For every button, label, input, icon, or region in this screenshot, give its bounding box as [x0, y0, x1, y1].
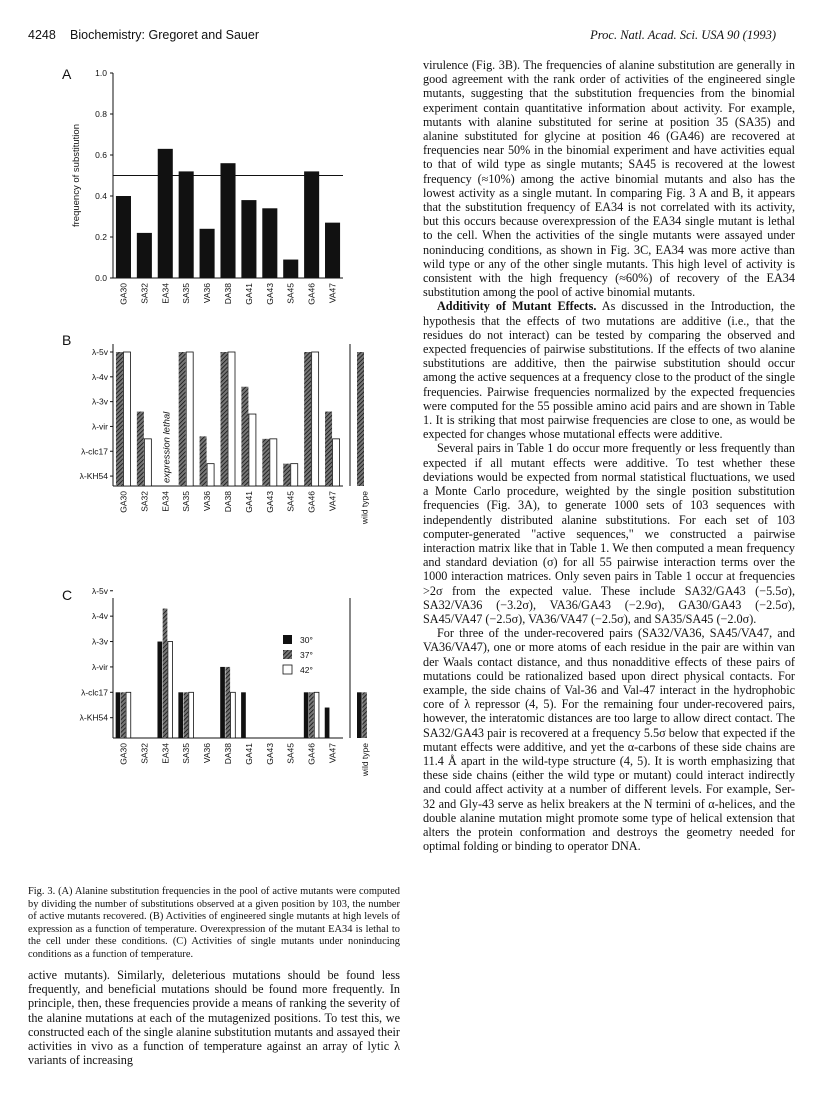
bar: [241, 200, 256, 278]
paragraph-3: Several pairs in Table 1 do occur more frequently or less frequently than expected if all mutant effects were additive. To test whether these deviations would be expected from normal statistical fluctuations, we used a Monte Carlo procedure, weighted by the single position substitution frequencies (Fig. 3A), to generate 1000 sets of 103 sequences with independently distributed alanine substitutions. For each set of 103 computer-generated "active sequences," we constructed a pairwise interaction matrix like that in Table 1. We then computed a mean frequency and standard deviation (σ) for all 55 pairwise interaction terms over the 1000 interaction matrices. Only seven pairs in Table 1 occur at frequencies >2σ from the expected value. These include SA32/GA43 (−5.5σ), SA32/VA36 (−3.2σ), VA36/GA43 (−2.9σ), GA30/GA43 (−2.5σ), SA45/VA47 (−2.5σ), VA36/VA47 (−2.5σ), and SA35/SA45 (−2.0σ).: [423, 441, 795, 626]
bar-30°: [241, 387, 248, 486]
bar-30°: [241, 692, 246, 738]
x-tick-label: DA38: [223, 283, 233, 305]
bar-30°: [116, 352, 123, 486]
y-axis-label: frequency of substitution: [71, 124, 82, 227]
bar-37°: [225, 667, 230, 738]
x-tick-label: VA36: [202, 491, 213, 512]
paragraph-1: virulence (Fig. 3B). The frequencies of alanine substitution are generally in good agreement with the rank order of activities of the engineered single mutants, suggesting that the substitution frequencies from the binomial experiment contain quantitative information about activity. For example, mutants with alanine substituted for serine at position 35 (SA35) and alanine substituted for glycine at position 46 (GA46) are recovered at frequencies near 50% in the binomial experiment and have activities equal to that of wild type as single mutants; SA45 is recovered at the lowest frequency (≈10%) among the active binomial mutants and also has the lowest activity as a single mutant. In comparing Fig. 3 A and B, it appears that the substitution frequency of EA34 is not correlated with its activity, but this occurs because overexpression of the EA34 single mutant is lethal to the cell. When the activities of the single mutants were assayed under noninducing conditions, as shown in Fig. 3C, EA34 was more active than wild type or any of the other single mutants. This high level of activity is consistent with the high frequency (≈60%) of recovery of the EA34 substitution among the pool of active binomial mutants.: [423, 58, 795, 300]
bar-42°: [312, 352, 319, 486]
bar: [220, 163, 235, 278]
panel-a-chart: [62, 66, 343, 305]
paragraph-4: For three of the under-recovered pairs (SA32/VA36, SA45/VA47, and VA36/VA47), one or more atoms of each residue in the pair are within van der Waals contact distance, and thus nonadditive effects of these pairs of mutations could be rationalized based upon direct physical contacts. For example, the side chains of Val-36 and Val-47 interact in the hydrophobic core of λ repressor (4, 5). For the remaining four under-recovered pairs, however, the interatomic distances are too large to allow direct contact. The SA32/GA43 pair is recovered at a frequency 5.5σ below that expected if the mutant effects were additive, and yet the α-carbons of these side chains are 11.4 Å apart in the wild-type structure (4, 5). It is worth emphasizing that these side chains (either the wild type or mutant) could interact indirectly and could affect activity at a number of different levels. For example, Ser-32 and Gly-43 serve as helix breakers at the N termini of α-helices, and the double alanine mutation might promote some type of helical extension that alters the protein conformation and destroys the geometry needed for optimal folding or binding to operator DNA.: [423, 626, 795, 854]
bar-37°: [184, 692, 189, 738]
bar-30°: [200, 436, 207, 486]
legend-label: 30°: [300, 635, 313, 645]
x-tick-label: SA45: [285, 491, 296, 512]
panel-b-chart: [62, 332, 370, 525]
left-column-text: [28, 968, 400, 1067]
paragraph-2: As discussed in the Introduction, the hypothesis that the effects of two mutations are additive (i.e., that the residues do not interact) can be tested by comparing the observed and expected frequencies of pairwise substitutions. If the effects of two alanine substitutions are additive, then the pairwise substitution should occur among the active sequences at a frequency close to the product of the single frequencies. Pairwise frequencies normalized by the expected frequencies were computed for the 55 possible amino acid pairs and are shown in Table 1. It is striking that most pairwise frequencies are close to one, as would be expected for changes whose mutational effects were additive.: [423, 299, 795, 442]
y-level-label: λ-KH54: [79, 712, 108, 723]
bar-30°: [179, 352, 186, 486]
bar-30°: [220, 667, 225, 738]
panel-label-c: C: [62, 587, 73, 603]
wild-type-label: wild type: [359, 743, 370, 777]
wild-type-label: wild type: [359, 491, 370, 525]
expression-lethal-label: expression lethal: [161, 411, 173, 483]
bar-30°: [304, 352, 311, 486]
bar-37°: [163, 609, 168, 738]
bar-42°: [123, 352, 130, 486]
bar-42°: [270, 439, 277, 486]
x-tick-label: GA41: [243, 491, 254, 513]
x-tick-label: GA30: [118, 491, 129, 513]
x-tick-label: EA34: [160, 491, 171, 512]
bar-42°: [231, 692, 236, 738]
legend-swatch: [283, 665, 292, 674]
y-level-label: λ-KH54: [79, 471, 108, 482]
running-title: Biochemistry: Gregoret and Sauer: [70, 28, 259, 42]
x-tick-label: SA32: [139, 491, 150, 512]
x-tick-label: GA30: [118, 743, 129, 765]
bar-42°: [249, 414, 256, 486]
figure-caption: Fig. 3. (A) Alanine substitution frequencies in the pool of active mutants were computed by dividing the number of substitutions observed at a given position by 103, the number of active mutants recovered. (B) Activities of engineered single mutants at high levels of expression as a function of temperature. Overexpression of the mutant EA34 is lethal to the cell under these conditions. (C) Activities of single mutants under noninducing conditions as a function of temperature.: [28, 886, 400, 960]
bar: [262, 208, 277, 278]
bar: [200, 229, 215, 278]
y-level-label: λ-4v: [91, 371, 108, 382]
bar-42°: [291, 464, 298, 486]
x-tick-label: DA38: [223, 743, 233, 765]
y-level-label: λ-vir: [91, 421, 108, 432]
bar-30°: [221, 352, 228, 486]
y-level-label: λ-3v: [91, 636, 108, 647]
legend-label: 37°: [300, 650, 313, 660]
y-tick-label: 0.8: [95, 109, 107, 119]
panel-label-b: B: [62, 332, 72, 348]
bar-30°: [116, 692, 121, 738]
y-level-label: λ-vir: [91, 661, 108, 672]
bar-30°: [357, 692, 362, 738]
x-tick-label: EA34: [160, 283, 171, 304]
bar-30°: [137, 412, 144, 486]
page-number: 4248: [28, 28, 56, 42]
bar-30°: [304, 692, 309, 738]
section-title: Additivity of Mutant Effects.: [437, 299, 597, 314]
y-tick-label: 0.6: [95, 150, 107, 160]
bar-37°: [121, 692, 126, 738]
bar-42°: [186, 352, 193, 486]
panel-label-a: A: [62, 66, 72, 82]
x-tick-label: GA41: [243, 283, 254, 305]
legend-swatch: [283, 635, 292, 644]
y-tick-label: 0.4: [95, 191, 107, 201]
bar-30°: [357, 352, 364, 486]
bar-30°: [325, 412, 332, 486]
bar-37°: [309, 692, 314, 738]
y-level-label: λ-4v: [91, 611, 108, 622]
journal-citation: Proc. Natl. Acad. Sci. USA 90 (1993): [590, 28, 776, 42]
bar-30°: [262, 439, 269, 486]
x-tick-label: GA43: [264, 491, 275, 513]
figure-3: [0, 0, 400, 880]
bar-30°: [283, 464, 290, 486]
left-paragraph: active mutants). Similarly, deleterious mutations should be found less frequently, and beneficial mutations should be found more frequently. In principle, then, these frequencies provide a means of ranking the severity of the alanine mutations at each of the mutagenized positions. To test this, we constructed each of the single alanine substitution mutants and assayed their activities in vivo as a function of temperature against an array of lytic λ variants of increasing: [28, 968, 400, 1068]
bar-42°: [333, 439, 340, 486]
y-tick-label: 0.0: [95, 273, 107, 283]
legend-label: 42°: [300, 665, 313, 675]
bar-42°: [168, 642, 173, 738]
bar-30°: [325, 708, 330, 738]
y-tick-label: 1.0: [95, 68, 107, 78]
y-level-label: λ-clc17: [81, 446, 108, 457]
bar-30°: [157, 642, 162, 738]
bar: [158, 149, 173, 278]
bar: [283, 260, 298, 278]
x-tick-label: GA30: [118, 283, 129, 305]
x-tick-label: GA46: [306, 491, 317, 513]
x-tick-label: EA34: [160, 743, 171, 764]
x-tick-label: SA35: [181, 743, 192, 764]
panel-c-chart: [62, 586, 370, 777]
y-level-label: λ-5v: [91, 585, 108, 596]
bar: [137, 233, 152, 278]
bar-37°: [362, 692, 367, 738]
x-tick-label: GA46: [306, 283, 317, 305]
bar-30°: [178, 692, 183, 738]
x-tick-label: GA43: [264, 283, 275, 305]
y-tick-label: 0.2: [95, 232, 107, 242]
x-tick-label: SA32: [139, 743, 150, 764]
bar-42°: [228, 352, 235, 486]
bar-42°: [189, 692, 194, 738]
bar-42°: [144, 439, 151, 486]
x-tick-label: GA41: [243, 743, 254, 765]
x-tick-label: SA35: [181, 491, 192, 512]
x-tick-label: VA47: [327, 283, 338, 304]
y-level-label: λ-clc17: [81, 687, 108, 698]
y-level-label: λ-3v: [91, 396, 108, 407]
right-column-text: [423, 58, 795, 853]
x-tick-label: GA43: [264, 743, 275, 765]
x-tick-label: GA46: [306, 743, 317, 765]
bar: [179, 171, 194, 278]
bar-42°: [126, 692, 131, 738]
bar: [304, 171, 319, 278]
bar: [116, 196, 131, 278]
y-level-label: λ-5v: [91, 347, 108, 357]
bar: [325, 223, 340, 278]
x-tick-label: SA32: [139, 283, 150, 304]
bar-42°: [314, 692, 319, 738]
bar-42°: [207, 464, 214, 486]
x-tick-label: VA36: [202, 743, 213, 764]
x-tick-label: DA38: [223, 491, 233, 513]
x-tick-label: SA45: [285, 743, 296, 764]
x-tick-label: VA36: [202, 283, 213, 304]
x-tick-label: SA35: [181, 283, 192, 304]
x-tick-label: SA45: [285, 283, 296, 304]
x-tick-label: VA47: [327, 491, 338, 512]
legend-swatch: [283, 650, 292, 659]
x-tick-label: VA47: [327, 743, 338, 764]
